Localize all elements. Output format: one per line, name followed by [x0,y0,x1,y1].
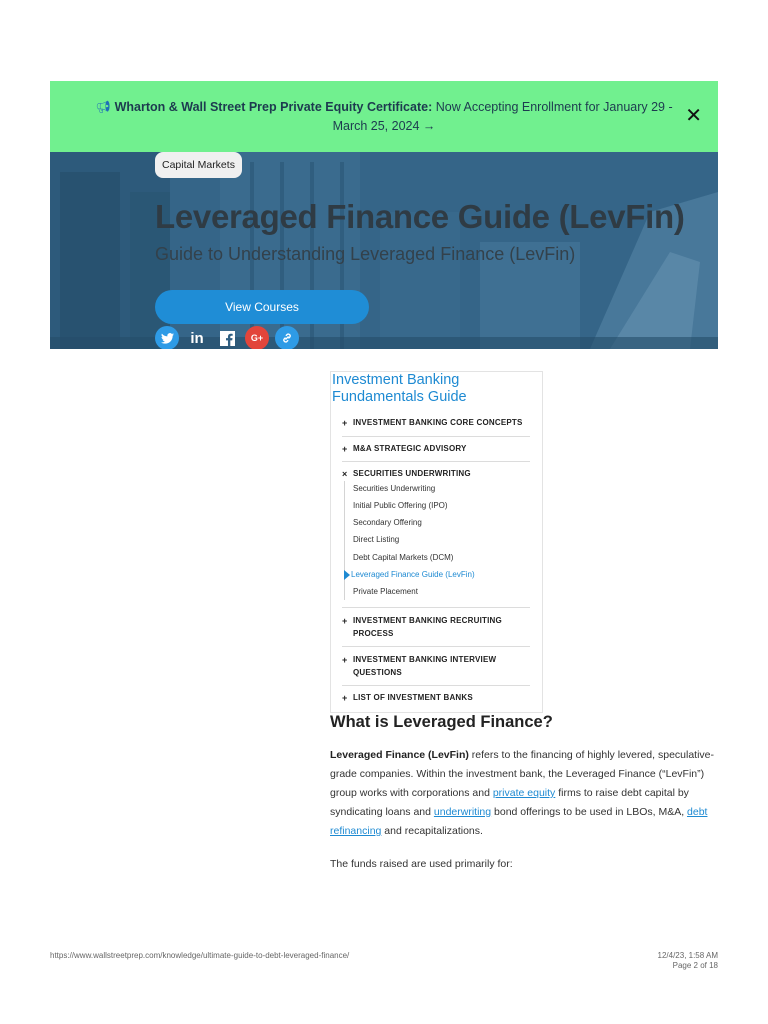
article-heading: What is Leveraged Finance? [330,713,553,731]
page-subtitle: Guide to Understanding Leveraged Finance (LevFin) [155,244,576,264]
toc-section-list-banks[interactable]: + LIST OF INVESTMENT BANKS [342,693,473,703]
article-text: and recapitalizations. [381,825,483,837]
underwriting-link[interactable]: underwriting [433,806,492,818]
toc-divider [342,436,530,437]
plus-icon: + [342,693,348,703]
print-footer-meta [658,951,719,971]
private-equity-link[interactable]: private equity [492,787,556,799]
close-icon: × [342,469,348,479]
google-plus-icon[interactable]: G+ [245,326,269,349]
close-icon[interactable]: ✕ [685,105,702,127]
toc-sidebar [330,371,543,713]
toc-divider [342,685,530,686]
toc-section-core-concepts[interactable]: + INVESTMENT BANKING CORE CONCEPTS [342,418,523,428]
print-footer-page: Page 2 of 18 [672,961,718,970]
toc-sub-item[interactable]: Securities Underwriting [353,484,436,493]
toc-divider [342,461,530,462]
link-icon[interactable] [275,326,299,349]
social-share-bar [155,326,299,349]
toc-sub-indicator-line [344,481,345,600]
toc-section-recruiting[interactable]: + INVESTMENT BANKING RECRUITING PROCESS [342,616,502,638]
toc-sub-item[interactable]: Secondary Offering [353,518,422,527]
toc-sub-item[interactable]: Private Placement [353,587,418,596]
announcement-banner[interactable] [50,81,718,152]
article-text: refers to the financing of highly levered, speculative-grade companies. Within the investment bank, the Leveraged Finance (“LevFin”) group works with corporations and [330,749,715,799]
print-footer-url: https://www.wallstreetprep.com/knowledge/ultimate-guide-to-debt-leveraged-finance/ [50,951,350,960]
megaphone-icon: 📢︎ [95,99,111,114]
toc-section-interview[interactable]: + INVESTMENT BANKING INTERVIEW QUESTIONS [342,655,497,677]
hero-section [50,152,718,349]
toc-divider [342,607,530,608]
toc-sub-item[interactable]: Debt Capital Markets (DCM) [353,553,454,562]
article-term: Leveraged Finance (LevFin) [330,749,469,761]
view-courses-button[interactable]: View Courses [155,290,369,324]
article-text: firms to raise debt capital by syndicating loans and [330,787,689,818]
print-footer-datetime: 12/4/23, 1:58 AM [657,951,718,960]
article-paragraph-2: The funds raised are used primarily for: [330,858,513,870]
article-text: bond offerings to be used in LBOs, M&A, [491,806,688,818]
banner-message[interactable] [84,98,684,136]
article-paragraph [330,746,720,841]
twitter-icon[interactable] [155,326,179,349]
debt-refinancing-link[interactable]: debt refinancing [330,806,708,837]
plus-icon: + [342,616,348,626]
banner-text: Now Accepting Enrollment for January 29 - March 25, 2024 → [332,99,673,133]
toc-divider [342,646,530,647]
linkedin-icon[interactable]: in [190,329,204,347]
page-title: Leveraged Finance Guide (LevFin) [155,198,685,235]
plus-icon: + [342,444,348,454]
toc-sub-item[interactable]: Direct Listing [353,535,400,544]
toc-sub-item-active[interactable]: Leveraged Finance Guide (LevFin) [351,570,475,579]
toc-section-ma-advisory[interactable]: + M&A STRATEGIC ADVISORY [342,444,467,454]
toc-sub-item[interactable]: Initial Public Offering (IPO) [353,501,448,510]
category-tag[interactable]: Capital Markets [155,152,242,178]
banner-bold-text: Wharton & Wall Street Prep Private Equity Certificate: [114,99,433,114]
toc-title[interactable]: Investment Banking Fundamentals Guide [332,372,467,405]
plus-icon: + [342,418,348,428]
plus-icon: + [342,655,348,665]
caret-right-icon [344,570,350,580]
facebook-icon[interactable] [215,326,239,349]
toc-section-securities-underwriting[interactable]: × SECURITIES UNDERWRITING [342,469,471,479]
